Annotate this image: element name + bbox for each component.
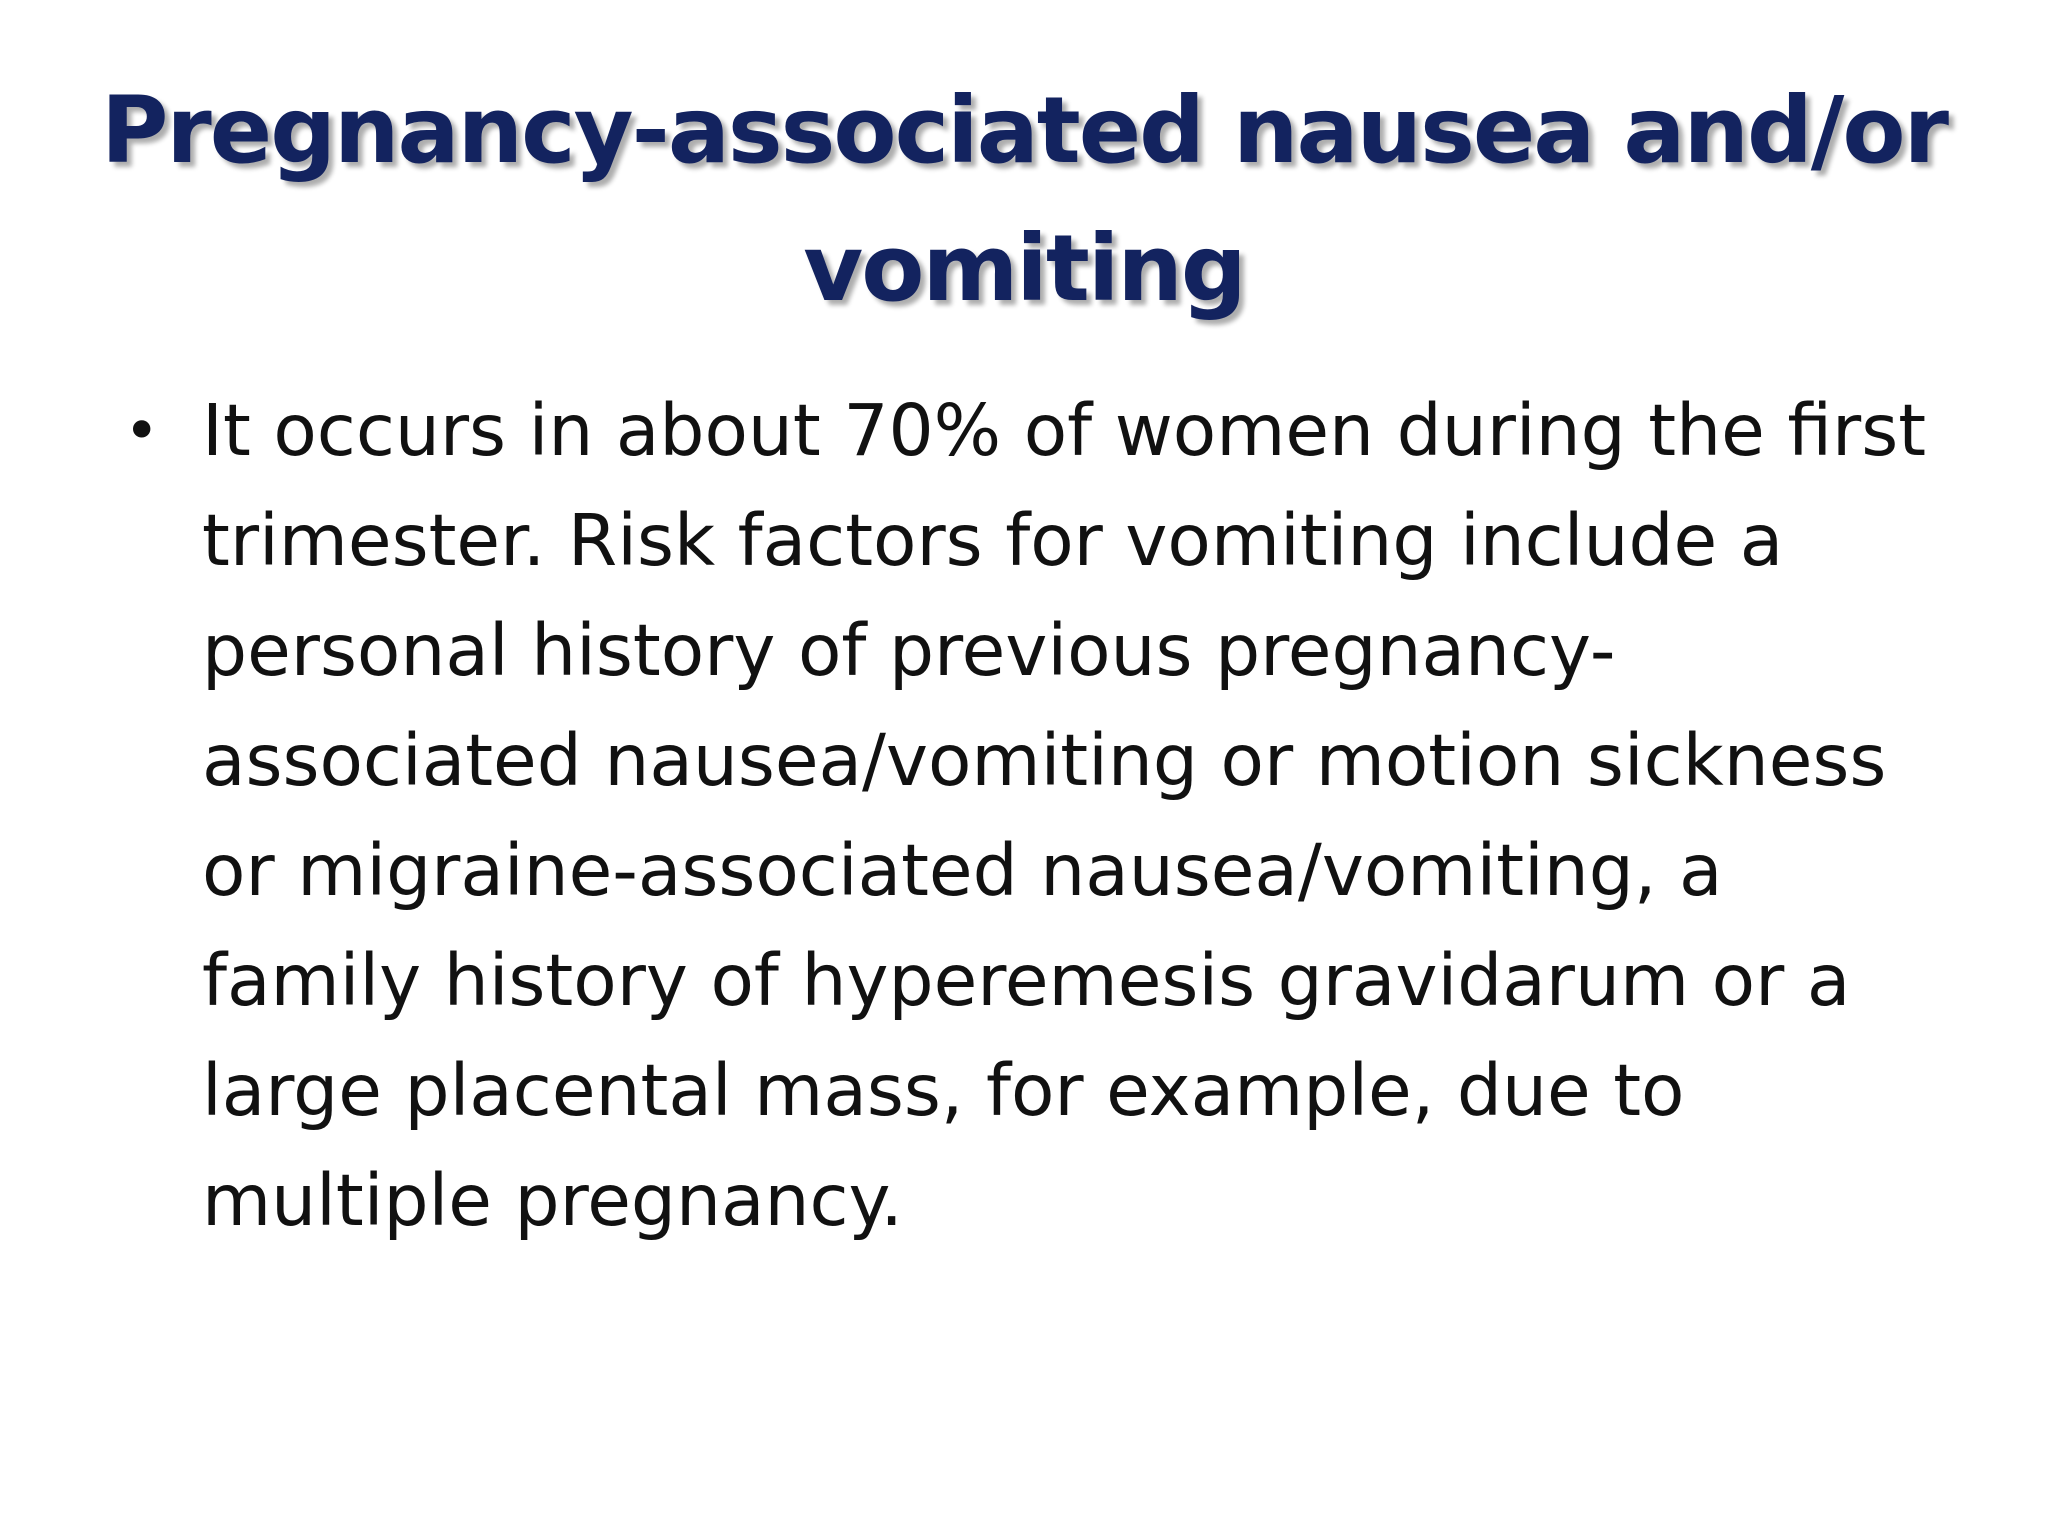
bullet-text: It occurs in about 70% of women during the first trimester. Risk factors for vomiting include a personal history of previous pregnancy-associated nausea/vomiting or motion sickness or migraine-associated nausea/vomiting, a family history of hyperemesis gravidarum or a large placental mass, for example, due to multiple pregnancy. [202, 389, 1927, 1242]
bullet-icon: • [124, 396, 160, 466]
bullet-list [120, 376, 1940, 1256]
slide-title: Pregnancy-associated nausea and/or vomiting [101, 77, 1947, 322]
bullet-item [120, 376, 1940, 1256]
